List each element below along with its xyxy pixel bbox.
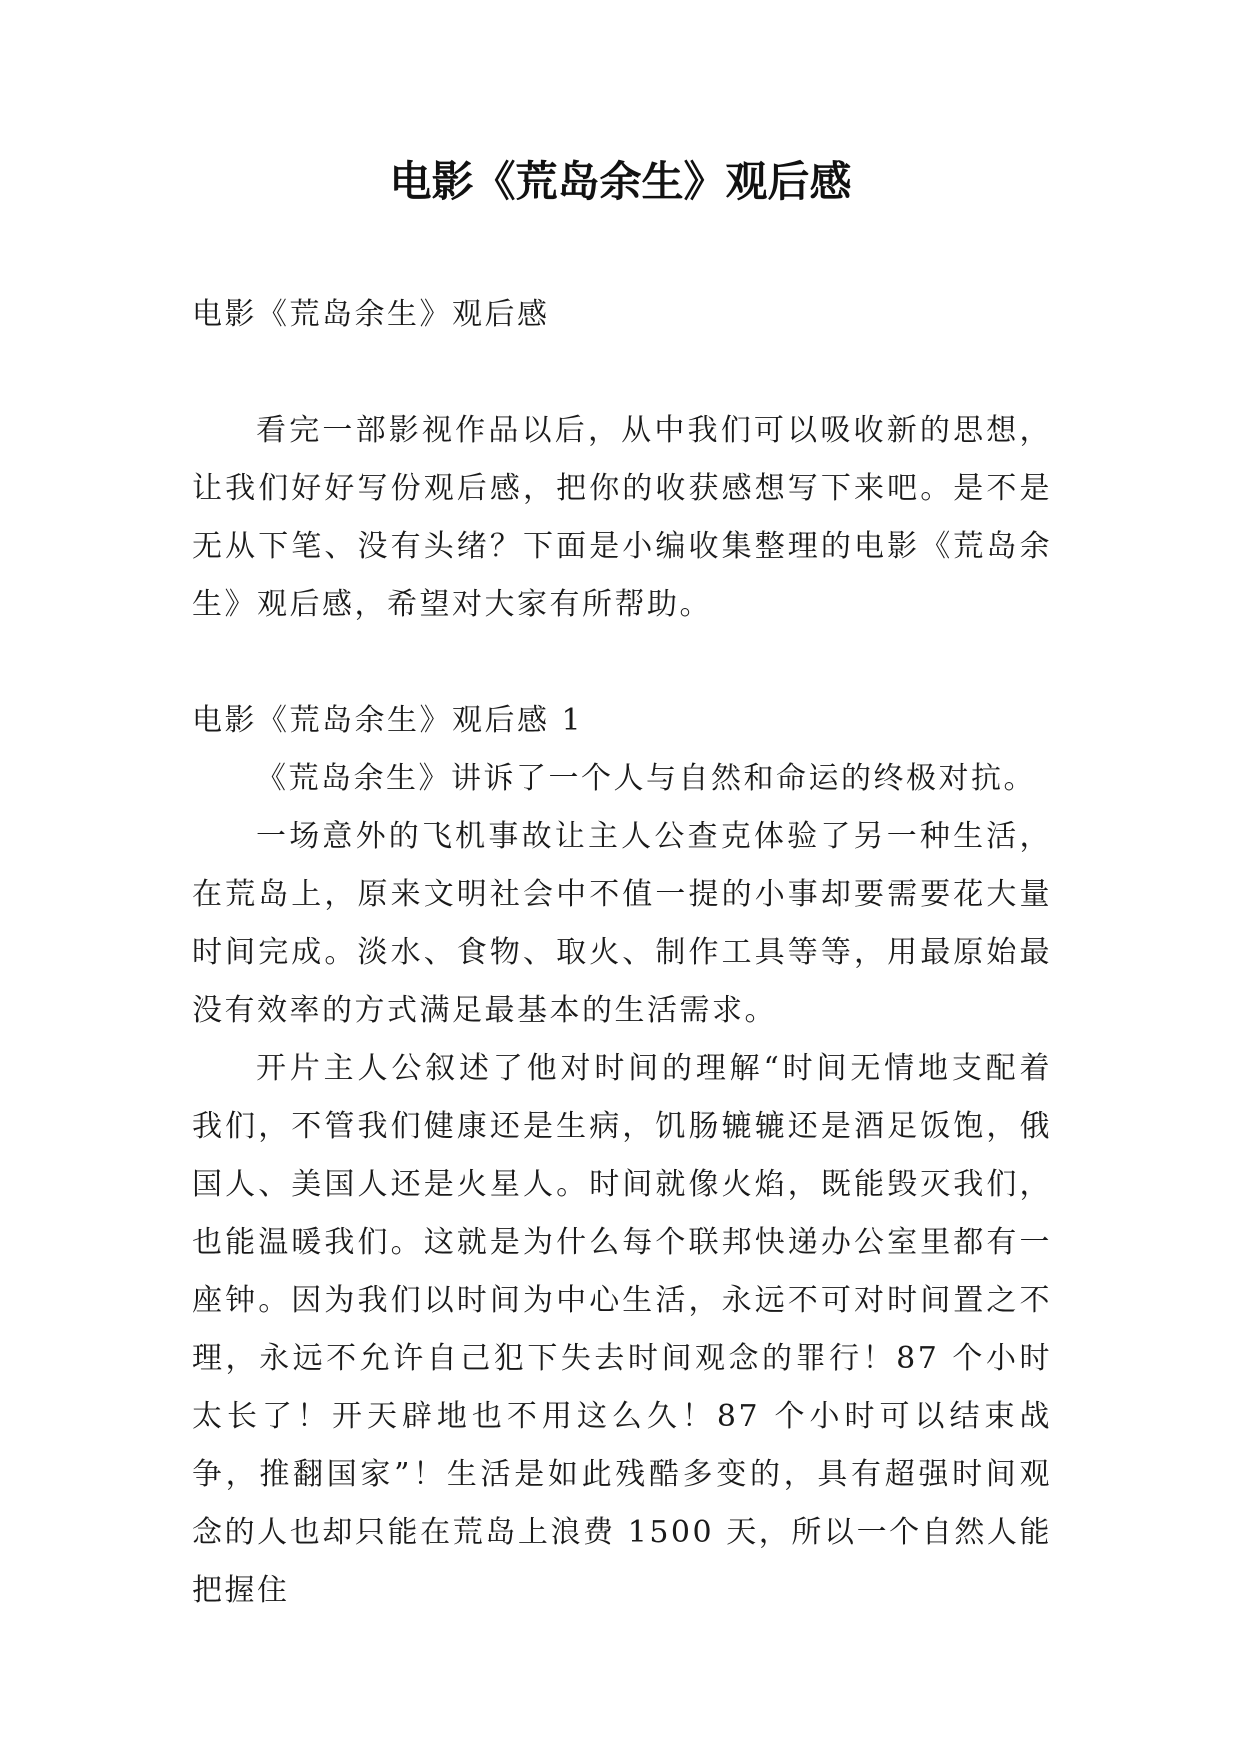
body-paragraph: 开片主人公叙述了他对时间的理解“时间无情地支配着我们，不管我们健康还是生病，饥肠辘辘还是酒足饭饱，俄国人、美国人还是火星人。时间就像火焰，既能毁灭我们，也能温暖我们。这就是为什么每个联邦快递办公室里都有一座钟。因为我们以时间为中心生活，永远不可对时间置之不理，永远不允许自己犯下失去时间观念的罪行！87 个小时太长了！开天辟地也不用这么久！87 个小时可以结束战争，推翻国家”！生活是如此残酷多变的，具有超强时间观念的人也却只能在荒岛上浪费 1500 天，所以一个自然人能把握住 [192, 1051, 1052, 1608]
body-paragraph: 《荒岛余生》讲诉了一个人与自然和命运的终极对抗。 [256, 761, 1036, 796]
document-body [192, 286, 1052, 1620]
spacer [192, 344, 1052, 402]
document-title: 电影《荒岛余生》观后感 [389, 157, 852, 206]
section-heading: 电影《荒岛余生》观后感 1 [192, 703, 584, 738]
document-subtitle: 电影《荒岛余生》观后感 [192, 297, 550, 332]
intro-paragraph: 看完一部影视作品以后，从中我们可以吸收新的思想，让我们好好写份观后感，把你的收获感想写下来吧。是不是无从下笔、没有头绪？下面是小编收集整理的电影《荒岛余生》观后感，希望对大家有所帮助。 [192, 413, 1052, 622]
body-paragraph: 一场意外的飞机事故让主人公查克体验了另一种生活，在荒岛上，原来文明社会中不值一提的小事却要需要花大量时间完成。淡水、食物、取火、制作工具等等，用最原始最没有效率的方式满足最基本的生活需求。 [192, 819, 1052, 1028]
spacer [192, 634, 1052, 692]
